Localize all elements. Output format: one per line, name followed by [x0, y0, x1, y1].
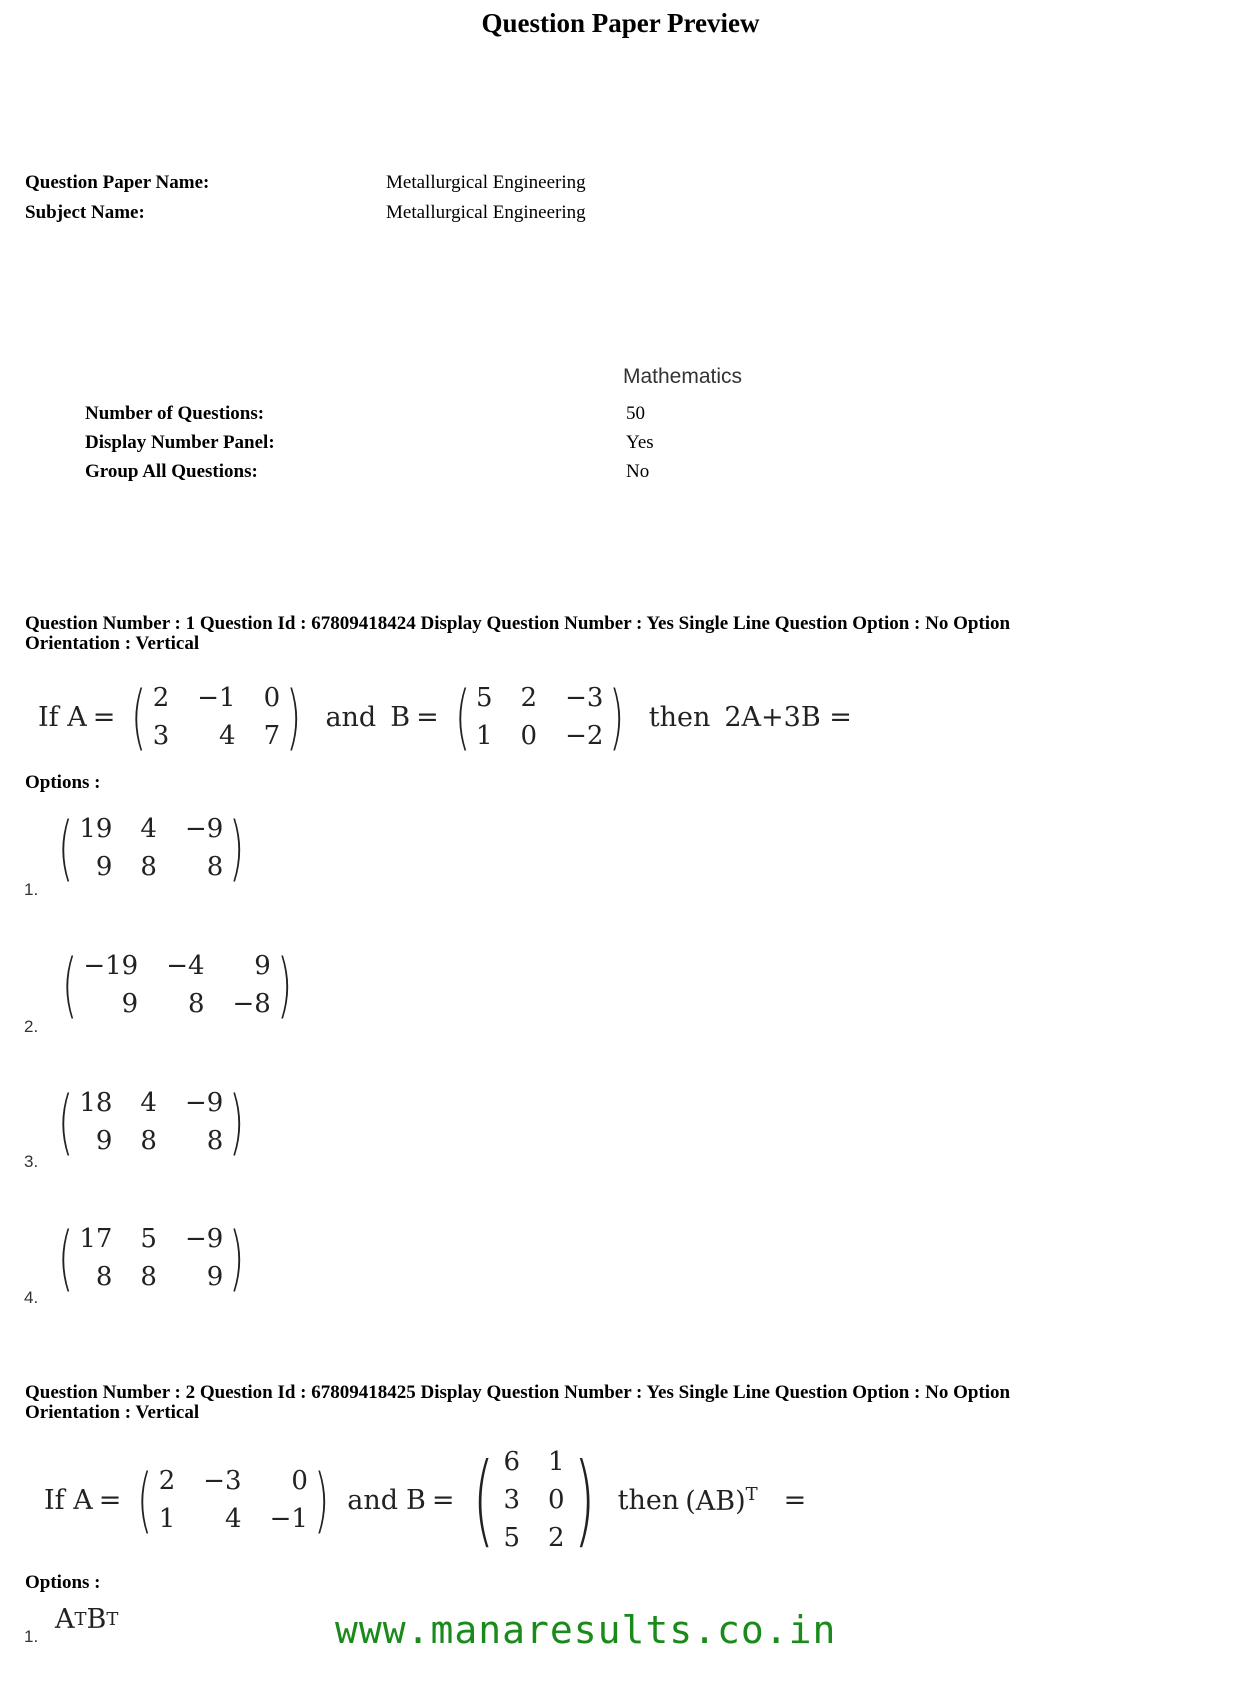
subject-name-label: Subject Name:	[25, 202, 145, 223]
q2-eq-b: =	[431, 1484, 455, 1516]
q2-expression-base: (AB)	[685, 1485, 746, 1517]
question-2-header	[25, 1383, 1225, 1423]
left-paren-icon: (	[473, 1441, 495, 1558]
number-of-questions-label: Number of Questions:	[85, 403, 265, 424]
matrix-cell: 0	[263, 683, 281, 713]
matrix-cell: −9	[184, 814, 224, 844]
q2-option-1-expression[interactable]	[55, 1604, 118, 1635]
left-paren-icon: (	[137, 1459, 153, 1541]
matrix-cell: 1	[548, 1447, 565, 1477]
paper-name-value: Metallurgical Engineering	[386, 172, 586, 193]
matrix-cell: 8	[140, 1126, 157, 1156]
footer-watermark: www.manaresults.co.in	[335, 1608, 837, 1652]
left-paren-icon: (	[58, 1217, 74, 1299]
matrix-grid	[159, 1463, 308, 1537]
q1-if: If	[38, 701, 59, 733]
matrix-cell: 9	[95, 852, 113, 882]
q2-opt1-sup2: T	[106, 1609, 119, 1630]
right-paren-icon: )	[229, 807, 245, 889]
matrix-cell: 4	[140, 1088, 157, 1118]
matrix-cell: −9	[184, 1224, 224, 1254]
matrix-cell: 4	[140, 814, 157, 844]
matrix-cell: 8	[140, 852, 157, 882]
question-1-options-label: Options :	[25, 772, 101, 793]
matrix-cell: 2	[158, 1466, 176, 1496]
group-all-questions-label: Group All Questions:	[85, 461, 258, 482]
matrix-cell: 2	[548, 1523, 565, 1553]
left-paren-icon: (	[62, 944, 78, 1026]
matrix-cell: 17	[79, 1224, 113, 1254]
q1-var-b: B	[390, 701, 411, 733]
q1-expression: 2A+3B =	[724, 701, 852, 733]
matrix-cell: 1	[476, 721, 493, 751]
question-2-options-label: Options :	[25, 1572, 101, 1593]
matrix-cell: 4	[219, 721, 236, 751]
left-paren-icon: (	[454, 676, 470, 758]
matrix-cell: −3	[203, 1466, 242, 1496]
matrix-cell: 8	[187, 989, 205, 1019]
matrix-cell: −4	[166, 951, 205, 981]
matrix-cell: 2	[152, 683, 170, 713]
matrix-cell: 7	[263, 721, 281, 751]
q2-opt1-sup1: T	[74, 1609, 87, 1630]
q1-then: then	[648, 701, 711, 733]
right-paren-icon: )	[573, 1441, 595, 1558]
question-2-stem	[44, 1440, 806, 1560]
matrix-cell: 1	[158, 1504, 176, 1534]
matrix	[52, 1081, 251, 1163]
matrix-cell: 5	[140, 1224, 157, 1254]
matrix-cell: 5	[503, 1523, 521, 1553]
matrix	[52, 807, 251, 889]
matrix-cell: 6	[503, 1447, 521, 1477]
matrix-cell: −1	[269, 1504, 308, 1534]
left-paren-icon: (	[131, 676, 147, 758]
right-paren-icon: )	[286, 676, 302, 758]
q1-eq-a: =	[92, 701, 116, 733]
right-paren-icon: )	[229, 1217, 245, 1299]
matrix-cell: 19	[79, 814, 113, 844]
matrix-cell: 8	[206, 1126, 224, 1156]
matrix-cell: 0	[548, 1485, 565, 1515]
matrix-cell: 4	[225, 1504, 242, 1534]
q2-if: If	[44, 1484, 65, 1516]
q1-option-4-number: 4.	[24, 1288, 39, 1307]
q2-var-b: B	[406, 1484, 426, 1516]
display-number-panel-label: Display Number Panel:	[85, 432, 275, 453]
number-of-questions-value: 50	[626, 403, 645, 424]
matrix-cell: 9	[121, 989, 139, 1019]
q2-matrix-b	[464, 1441, 603, 1558]
matrix-grid	[79, 1085, 223, 1159]
q1-option-2-number: 2.	[24, 1017, 39, 1036]
q2-var-a: A	[73, 1484, 93, 1516]
paper-name-label: Question Paper Name:	[25, 172, 210, 193]
right-paren-icon: )	[229, 1081, 245, 1163]
question-1-header-line1: Question Number : 1 Question Id : 67809418424 Display Question Number : Yes Single Line Question Option : No Option	[25, 613, 1011, 634]
matrix-cell: 3	[503, 1485, 521, 1515]
q2-then: then	[617, 1484, 680, 1516]
matrix-cell: 9	[206, 1262, 224, 1292]
q1-matrix-a	[125, 676, 307, 758]
q1-option-1-matrix[interactable]	[48, 808, 255, 888]
q1-option-3-number: 3.	[24, 1152, 39, 1171]
q2-expression-sup: T	[745, 1483, 758, 1505]
q1-option-3-matrix[interactable]	[48, 1082, 255, 1162]
page-title: Question Paper Preview	[481, 8, 760, 38]
question-1-stem	[38, 672, 852, 762]
matrix-cell: 8	[140, 1262, 157, 1292]
matrix-cell: 0	[291, 1466, 308, 1496]
q1-eq-b: =	[416, 701, 439, 733]
matrix-cell: −1	[197, 683, 236, 713]
matrix-cell: 3	[152, 721, 170, 751]
q1-option-1-number: 1.	[24, 880, 39, 899]
q2-expression-eq: =	[783, 1484, 807, 1516]
q2-eq-a: =	[98, 1484, 122, 1516]
matrix-grid	[503, 1444, 564, 1556]
display-number-panel-value: Yes	[626, 432, 654, 453]
question-1-header-line2: Orientation : Vertical	[25, 633, 200, 654]
group-all-questions-value: No	[626, 461, 650, 482]
right-paren-icon: )	[276, 944, 293, 1026]
right-paren-icon: )	[314, 1459, 330, 1541]
left-paren-icon: (	[58, 1081, 74, 1163]
q2-matrix-a	[131, 1459, 335, 1541]
q2-option-1-number: 1.	[24, 1627, 39, 1646]
q1-and: and	[325, 701, 377, 733]
q1-option-4-matrix[interactable]	[48, 1218, 255, 1298]
question-2-header-line1: Question Number : 2 Question Id : 67809418425 Display Question Number : Yes Single Line Question Option : No Option	[25, 1382, 1011, 1403]
subject-name-value: Metallurgical Engineering	[386, 202, 586, 223]
q2-opt1-base2: B	[86, 1604, 107, 1635]
matrix-cell: −8	[232, 989, 271, 1019]
matrix-grid	[79, 811, 223, 885]
matrix-grid	[79, 1221, 223, 1295]
matrix-cell: 18	[79, 1088, 113, 1118]
section-name: Mathematics	[623, 365, 743, 388]
matrix-cell: −9	[184, 1088, 224, 1118]
q1-matrix-b	[449, 676, 631, 758]
matrix-cell: 9	[254, 951, 271, 981]
matrix	[56, 944, 298, 1026]
q2-opt1-base1: A	[55, 1604, 75, 1635]
q1-option-2-matrix[interactable]	[52, 945, 302, 1025]
matrix-cell: 8	[206, 852, 224, 882]
matrix-cell: 0	[520, 721, 538, 751]
matrix-cell: −19	[83, 951, 139, 981]
matrix-grid	[153, 680, 280, 754]
matrix-cell: −3	[565, 683, 604, 713]
q1-var-a: A	[67, 701, 87, 733]
matrix-cell: 8	[95, 1262, 113, 1292]
question-2-header-line2: Orientation : Vertical	[25, 1402, 200, 1423]
matrix-grid	[476, 680, 603, 754]
matrix-cell: 9	[95, 1126, 113, 1156]
matrix-grid	[83, 948, 271, 1022]
left-paren-icon: (	[58, 807, 74, 889]
matrix-cell: 2	[520, 683, 538, 713]
matrix-cell: −2	[565, 721, 604, 751]
matrix	[52, 1217, 251, 1299]
question-1-header	[25, 614, 1225, 654]
q2-and: and	[347, 1484, 398, 1516]
right-paren-icon: )	[609, 676, 625, 758]
matrix-cell: 5	[476, 683, 493, 713]
q2-expression	[685, 1484, 757, 1517]
